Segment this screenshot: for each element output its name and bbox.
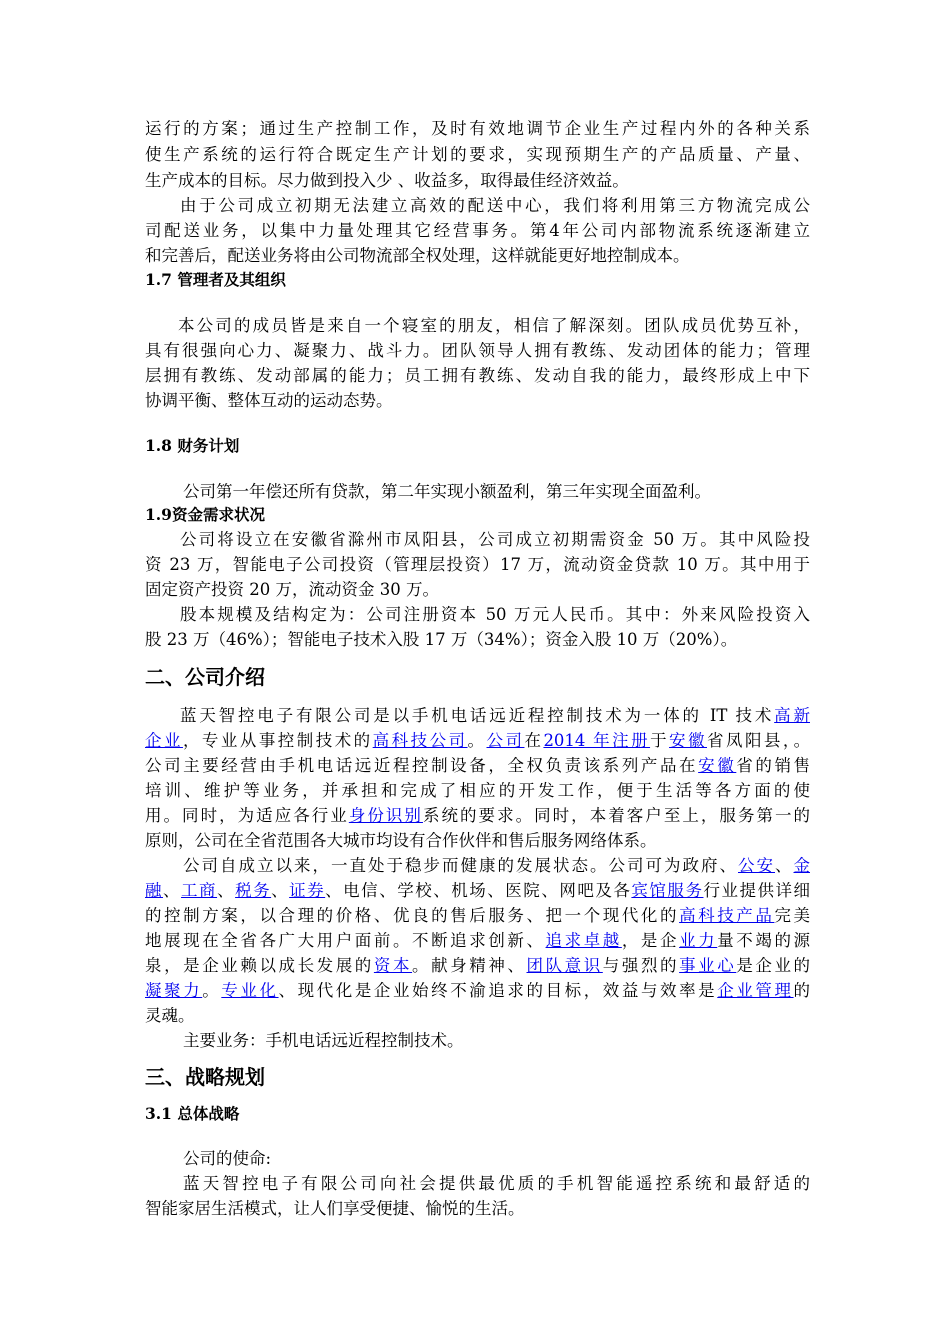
paragraph-line: 资 23 万，智能电子公司投资（管理层投资）17 万，流动资金贷款 10 万。其中用于: [145, 555, 810, 574]
paragraph-line: 运行的方案；通过生产控制工作，及时有效地调节企业生产过程内外的各种关系: [145, 119, 810, 138]
text-run: ，专业从事控制技术的: [182, 731, 373, 750]
paragraph-line: 生产成本的目标。尽力做到投入少 、收益多，取得最佳经济效益。: [145, 171, 629, 190]
link-specialization[interactable]: 专业化: [221, 981, 279, 1000]
paragraph-line: 蓝天智控电子有限公司向社会提供最优质的手机智能遥控系统和最舒适的: [183, 1174, 810, 1193]
link-business-power[interactable]: 业力: [679, 931, 718, 950]
link-high-tech-products[interactable]: 高科技产品: [679, 906, 775, 925]
paragraph-line: 层拥有教练、发动部属的能力；员工拥有教练、发动自我的能力，最终形成上中下: [145, 366, 810, 385]
text-run: 在: [524, 731, 544, 750]
text-run: 。: [202, 981, 222, 1000]
paragraph-line: 具有很强向心力、凝聚力、战斗力。团队领导人拥有教练、发动团体的能力；管理: [145, 341, 810, 360]
link-capital[interactable]: 资本: [373, 956, 413, 975]
link-finance[interactable]: 融: [145, 881, 164, 900]
text-run: 完美: [774, 906, 810, 925]
paragraph-line: [183, 853, 810, 878]
paragraph-line: [145, 753, 810, 778]
link-company[interactable]: 公司: [486, 731, 525, 750]
text-run: 公司自成立以来，一直处于稳步而健康的发展状态。公司可为政府、: [183, 856, 738, 875]
paragraph-line: 本公司的成员皆是来自一个寝室的朋友，相信了解深刻。团队成员优势互补，: [178, 316, 810, 335]
link-cohesion[interactable]: 凝聚力: [145, 981, 203, 1000]
text-run: 、: [217, 881, 236, 900]
paragraph-line: 原则，公司在全省范围各大城市均设有合作伙伴和售后服务网络体系。: [145, 831, 657, 850]
section-heading-1-9: 1.9资金需求状况: [145, 505, 265, 524]
link-anhui[interactable]: 安徽: [698, 756, 737, 775]
text-run: ，是企: [621, 931, 680, 950]
text-run: 的: [793, 981, 810, 1000]
link-finance[interactable]: 金: [793, 856, 810, 875]
paragraph-line: [180, 703, 810, 728]
paragraph-line: 股本规模及结构定为：公司注册资本 50 万元人民币。其中：外来风险投资入: [180, 605, 810, 624]
link-team-spirit[interactable]: 团队意识: [526, 956, 603, 975]
text-run: 省凤阳县，。: [707, 731, 810, 750]
link-public-security[interactable]: 公安: [738, 856, 775, 875]
text-run: 系统的要求。同时，本着客户至上，服务第一的: [422, 806, 810, 825]
chapter-heading-company-intro: 二、公司介绍: [145, 665, 265, 689]
section-heading-3-1: 3.1 总体战略: [145, 1104, 240, 1123]
text-run: 地展现在全省各广大用户面前。不断追求创新、: [145, 931, 546, 950]
text-run: 省的销售: [736, 756, 810, 775]
text-run: 用。同时，为适应各行业: [145, 806, 349, 825]
text-run: 、: [775, 856, 794, 875]
link-enterprise-management[interactable]: 企业管理: [717, 981, 794, 1000]
link-pursue-excellence[interactable]: 追求卓越: [545, 931, 622, 950]
paragraph-line: [145, 903, 810, 928]
text-run: 是企业的: [736, 956, 810, 975]
paragraph-line: 培训、维护等业务，并承担和完成了相应的开发工作，便于生活等各方面的使: [145, 781, 810, 800]
link-taxation[interactable]: 税务: [235, 881, 272, 900]
text-run: 量不竭的源: [717, 931, 810, 950]
link-high-tech-company[interactable]: 高科技公司: [372, 731, 468, 750]
text-run: 、: [271, 881, 290, 900]
paragraph-line: 协调平衡、整体互动的运动态势。: [145, 391, 393, 410]
paragraph-line: [145, 953, 810, 978]
text-run: 蓝天智控电子有限公司是以手机电话远近程控制技术为一体的 IT 技术: [180, 706, 775, 725]
text-run: 于: [650, 731, 670, 750]
paragraph-line: 公司将设立在安徽省滁州市凤阳县，公司成立初期需资金 50 万。其中风险投: [180, 530, 810, 549]
paragraph-line: 由于公司成立初期无法建立高效的配送中心，我们将利用第三方物流完成公: [180, 196, 810, 215]
text-run: 行业提供详细: [703, 881, 810, 900]
link-dedication[interactable]: 事业心: [679, 956, 737, 975]
paragraph-line: 和完善后，配送业务将由公司物流部全权处理，这样就能更好地控制成本。: [145, 246, 690, 265]
text-run: 的控制方案，以合理的价格、优良的售后服务、把一个现代化的: [145, 906, 680, 925]
section-heading-1-7: 1.7 管理者及其组织: [145, 270, 286, 289]
link-registered-2014[interactable]: 2014 年注册: [543, 731, 651, 750]
paragraph-line: 司配送业务，以集中力量处理其它经营事务。第4年公司内部物流系统逐渐建立: [145, 221, 810, 240]
link-enterprise[interactable]: 企业: [145, 731, 183, 750]
text-run: 、电信、学校、机场、医院、网吧及各: [325, 881, 632, 900]
text-run: 、: [163, 881, 182, 900]
paragraph-line: 固定资产投资 20 万，流动资金 30 万。: [145, 580, 439, 599]
paragraph-line: 公司第一年偿还所有贷款，第二年实现小额盈利，第三年实现全面盈利。: [183, 482, 711, 501]
paragraph-line: 使生产系统的运行符合既定生产计划的要求，实现预期生产的产品质量、产量、: [145, 145, 810, 164]
paragraph-line: [145, 978, 810, 1003]
mission-label: 公司的使命:: [183, 1149, 272, 1168]
text-run: 。: [467, 731, 487, 750]
text-run: 泉，是企业赖以成长发展的: [145, 956, 374, 975]
paragraph-line: [145, 878, 810, 903]
chapter-heading-strategy: 三、战略规划: [145, 1065, 265, 1089]
section-heading-1-8: 1.8 财务计划: [145, 436, 240, 455]
paragraph-line: [145, 803, 810, 828]
text-run: 。献身精神、: [412, 956, 527, 975]
link-anhui[interactable]: 安徽: [669, 731, 707, 750]
paragraph-line: [145, 928, 810, 953]
paragraph-line: 股 23 万（46%）；智能电子技术入股 17 万（34%）；资金入股 10 万（20%）。: [145, 630, 738, 649]
paragraph-line: 灵魂。: [145, 1006, 195, 1025]
link-commerce[interactable]: 工商: [181, 881, 218, 900]
link-identity-recognition[interactable]: 身份识别: [348, 806, 423, 825]
paragraph-line: 智能家居生活模式，让人们享受便捷、愉悦的生活。: [145, 1199, 525, 1218]
link-securities[interactable]: 证券: [289, 881, 326, 900]
paragraph-line: [145, 728, 810, 753]
link-high-tech[interactable]: 高新: [774, 706, 810, 725]
text-run: 、现代化是企业始终不渝追求的目标，效益与效率是: [278, 981, 718, 1000]
text-run: 与强烈的: [602, 956, 680, 975]
text-run: 公司主要经营由手机电话远近程控制设备，全权负责该系列产品在: [145, 756, 699, 775]
link-hotel-services[interactable]: 宾馆服务: [631, 881, 704, 900]
paragraph-line: 主要业务：手机电话远近程控制技术。: [183, 1031, 464, 1050]
